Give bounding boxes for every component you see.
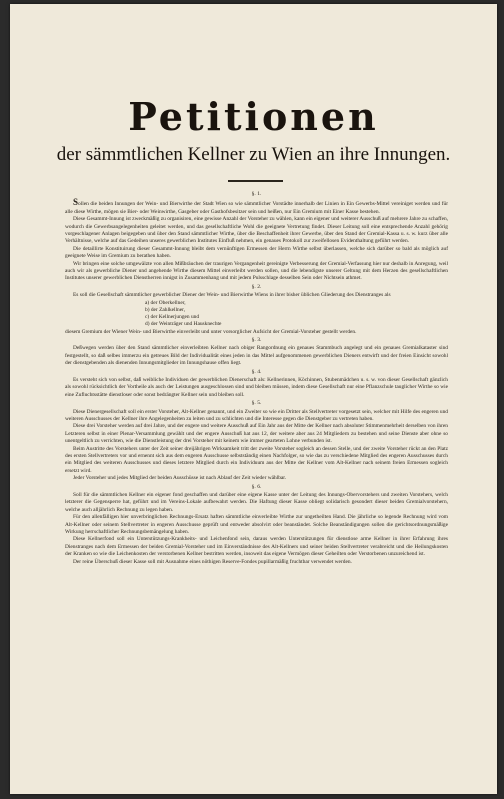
page-subtitle: der sämmtlichen Kellner zu Wien an ihre Innungen. [56, 144, 451, 165]
rank-list [65, 300, 448, 329]
paragraph: Soll für die sämmtlichen Kellner ein eigener fond geschaffen und darüber eine eigene Kasse unter der Leitung des Innungs-Obervorstehers und zweiten Vorstehers, welch letzterer die Gegensperre hat, geführt und im Vereins-Lokale aufbewahrt werden. Die Haftung dieser Kasse obliegt solidarisch gesondert dieser beiden Gremialvorstehern, welche auch alljährlich Rechnung zu legen haben. [65, 492, 448, 513]
paragraph: Diese drei Vorsteher werden auf drei Jahre, und der engere und weitere Ausschuß auf Ein Jahr aus der Mitte der Kellner nach absoluter Stimmenmehrheit derselben von ihren Letzteren selbst in einer Plenar-Versammlung gewählt und der engere Ausschuß hat aus 12, der weitere aber aus 24 Mitgliedern zu bestehen und seine Dienste aber ohne so unentgeltlich zu verrichten, wie die Dienstleistung der drei Vorsteher mit keinem wie immer gearteten Lohne verbunden ist. [65, 423, 448, 445]
section-heading: §. 6. [251, 483, 262, 490]
document-body [65, 190, 448, 566]
list-item: d) der Weinträger und Hausknechte [145, 321, 222, 328]
list-item: a) der Oberkellner, [145, 299, 186, 306]
paragraph: Die detaillirte Konstituirung dieser Gesammt-Innung bleibt dem vernünftigen Ermessen der Herrn Wirthe selbst überlassen, welche sich darüber so bald als möglich auf geeignete Weise im Gremium zu berathen haben. [65, 245, 448, 260]
paragraph: Wir bringen eine solche umgewälzte von allen Mißbräuchen der traurigen Vergangenheit gereinigte Verbesserung der Gremial-Verfassung hier nur deshalb in Anregung, weil auch wir als gewerbliche Diener und angehende Wirthe diesem Mittel einverleibt werden sollen, und die lebendigste unserer Geltung mit dem Herzen des gesellschaftlichen Institutes unserer gewerblichen Dienstherren innigst in Zusammenhang und mit jedem Pulsschlage desselben Sein oder Nichtsein athmet. [65, 260, 448, 282]
section-heading: §. 4. [251, 368, 262, 375]
title-divider [228, 180, 283, 182]
paragraph: Diese Kellnerfond soll ein Unterstützungs-Krankheits- und Leichenfond sein, daraus werden Unterstützungen für dienstlose arme Kellner in ihrer Erfahrung ihres Dienstranges nach dem Ermessen der beiden Gremial-Vorsteher und im Einverständnisse des Alt-Kellners und seiner beiden Stellvertreter verabreicht und die Heilungskosten der Kranken so wie die Leichenkosten der verstorbenen Kellner bestritten werden, insoweit das eigene Vermögen dieser Geheilten oder Verstorbenen unzureichend ist. [65, 536, 448, 558]
paragraph: Beim Austritte des Vorstehers unter der Zeit seiner dreijährigen Wirksamkeit tritt der zweite Vorsteher sogleich an dessen Stelle, und der zweite Vorsteher rückt an den Platz des ersten Stellvertreters vor und ernennt sich aus dem engeren Ausschusse selbstständig einen Nachfolger, so wie das zu verschiedene Mitglied des engeren Ausschusses durch ein Mitglied des weiteren Ausschusses und dieses letztere Mitglied durch ein Individuum aus der Mitte der Kellner vom Alt-Kellner nach seinem freien Ermessen sogleich ersetzt wird. [65, 445, 448, 474]
list-item: b) der Zahlkellner, [145, 306, 186, 313]
paragraph: Es versteht sich von selbst, daß weibliche Individuen der gewerblichen Dienerschaft als: Kellnerinnen, Köchinnen, Stubenmädchen u. s. w. von dieser Gesellschaft gänzlich als sowohl rücksichtlich der Vortheile als auch der Leistungen ausgeschlossen sind und bleiben müssen, indem diese Gesellschaft nur eine Pflanzschule tauglicher Wirthe so wie eine Zufluchtsstätte dienstloser oder sonst bedrängter Kellner sein und bleiben soll. [65, 376, 448, 398]
paragraph: Es soll die Gesellschaft sämmtlicher gewerblicher Diener der Wein- und Bierwirthe Wiens in ihrer bisher üblichen Gliederung des Dienstranges als [73, 292, 391, 299]
paragraph: Der reine Überschuß dieser Kasse soll mit Ausnahme eines nöthigen Reserve-Fondes pupillarmäßig fruchtbar verwendet werden. [73, 558, 352, 565]
paragraph: Für den allenfälligen hier unverbringlichen Rechnungs-Ersatz haften sämmtliche einverleibte Wirthe zur ungetheilten Hand. Die jährliche so legende Rechnung wird vom Alt-Kellner oder seinem Stellvertreter in engeren Ausschusse geprüft und entweder absolvirt oder beanständet. Solche Beanständigungen sollen die gerichtsordnungsmäßige Wirkung herrschaftlicher Rechnungsbemängelung haben. [65, 514, 448, 536]
paragraph: Jeder Vorsteher und jedes Mitglied der beiden Ausschüsse ist nach Ablauf der Zeit wieder wählbar. [73, 475, 287, 482]
paragraph: Diese Gesammt-Innung ist zweckmäßig zu organisiren, eine gewisse Anzahl der Vorsteher zu wählen, kann ein eigener und weiterer Ausschuß auf mehrere Jahre zu schaffen, wodurch die Gewerbsangelegenheiten geleitet werden, und das gesellschaftliche Wohl die geeignete Vertretung findet. Dieser Leitung soll eine entsprechende Anzahl gehörig vorgeschlagener Anlagen beigegeben und über den Stand sämmtlicher Wirthe, über die Beschaffenheit ihrer Gewerbe, über den Stand der Gremial-Kassa u. s. w. kurz über alle Verhältnisse, welche auf das Gedeihen unseres gewerblichen Institutes Einfluß nehmen, ein genaues Protokoll zur zweifellosen Evidenthaltung geführt werden. [65, 216, 448, 245]
page-title: Petitionen [128, 94, 379, 139]
section-heading: §. 1. [251, 191, 262, 197]
paragraph: Diese Dienergesellschaft soll ein erster Vorsteher, Alt-Kellner genannt, und ein Zweiter so wie ein Dritter als Stellvertreter vorgesetzt sein, welcher mit Hilfe des engeren und weiteren Ausschusses der Kellner ihre Angelegenheiten zu leiten und zu schlichten und die Interesse gegen die Dienstgeber zu vertreten haben. [65, 408, 448, 422]
section-heading: §. 3. [251, 336, 262, 343]
paragraph: Deßwegen werden über den Stand sämmtlicher einverleibten Kellner nach obiger Rangordnung ein genaues Stammbuch angelegt und ein genaues Gremialkataster sind festgestellt, so daß selbes immerzu ein getreues Bild der Individualität eines jeden in das Mittel aufgenommenen gewerblichen Dieners entwirft und der freien Einsicht sowohl der dienstgebenden als dienenden Innungsmitglieder im Innungshause offen liegt. [65, 345, 448, 367]
list-item: c) der Kellnerjungen und [145, 314, 200, 321]
paragraph: Sollen die beiden Innungen der Wein- und Bierwirthe der Stadt Wien so wie sämmtlicher Vorstädte innerhalb der Linien in Ein Gewerbs-Mittel vereiniget werden und für alle diese Wirthe, mögen sie Bier- oder Weinwirthe, Gasgeber oder Gasthofsbesitzer sein und heißen, nur Ein Gremium mit Einer Kasse bestehen. [65, 197, 448, 215]
document-page [10, 4, 497, 794]
section-heading: §. 2. [251, 283, 262, 290]
paragraph: diesem Gremium der Wiener Wein- und Bierwirthe einverleibt und unter vorsorglicher Aufsicht der Gremial-Vorsteher gestellt werden. [65, 328, 357, 335]
section-heading: §. 5. [251, 400, 262, 407]
